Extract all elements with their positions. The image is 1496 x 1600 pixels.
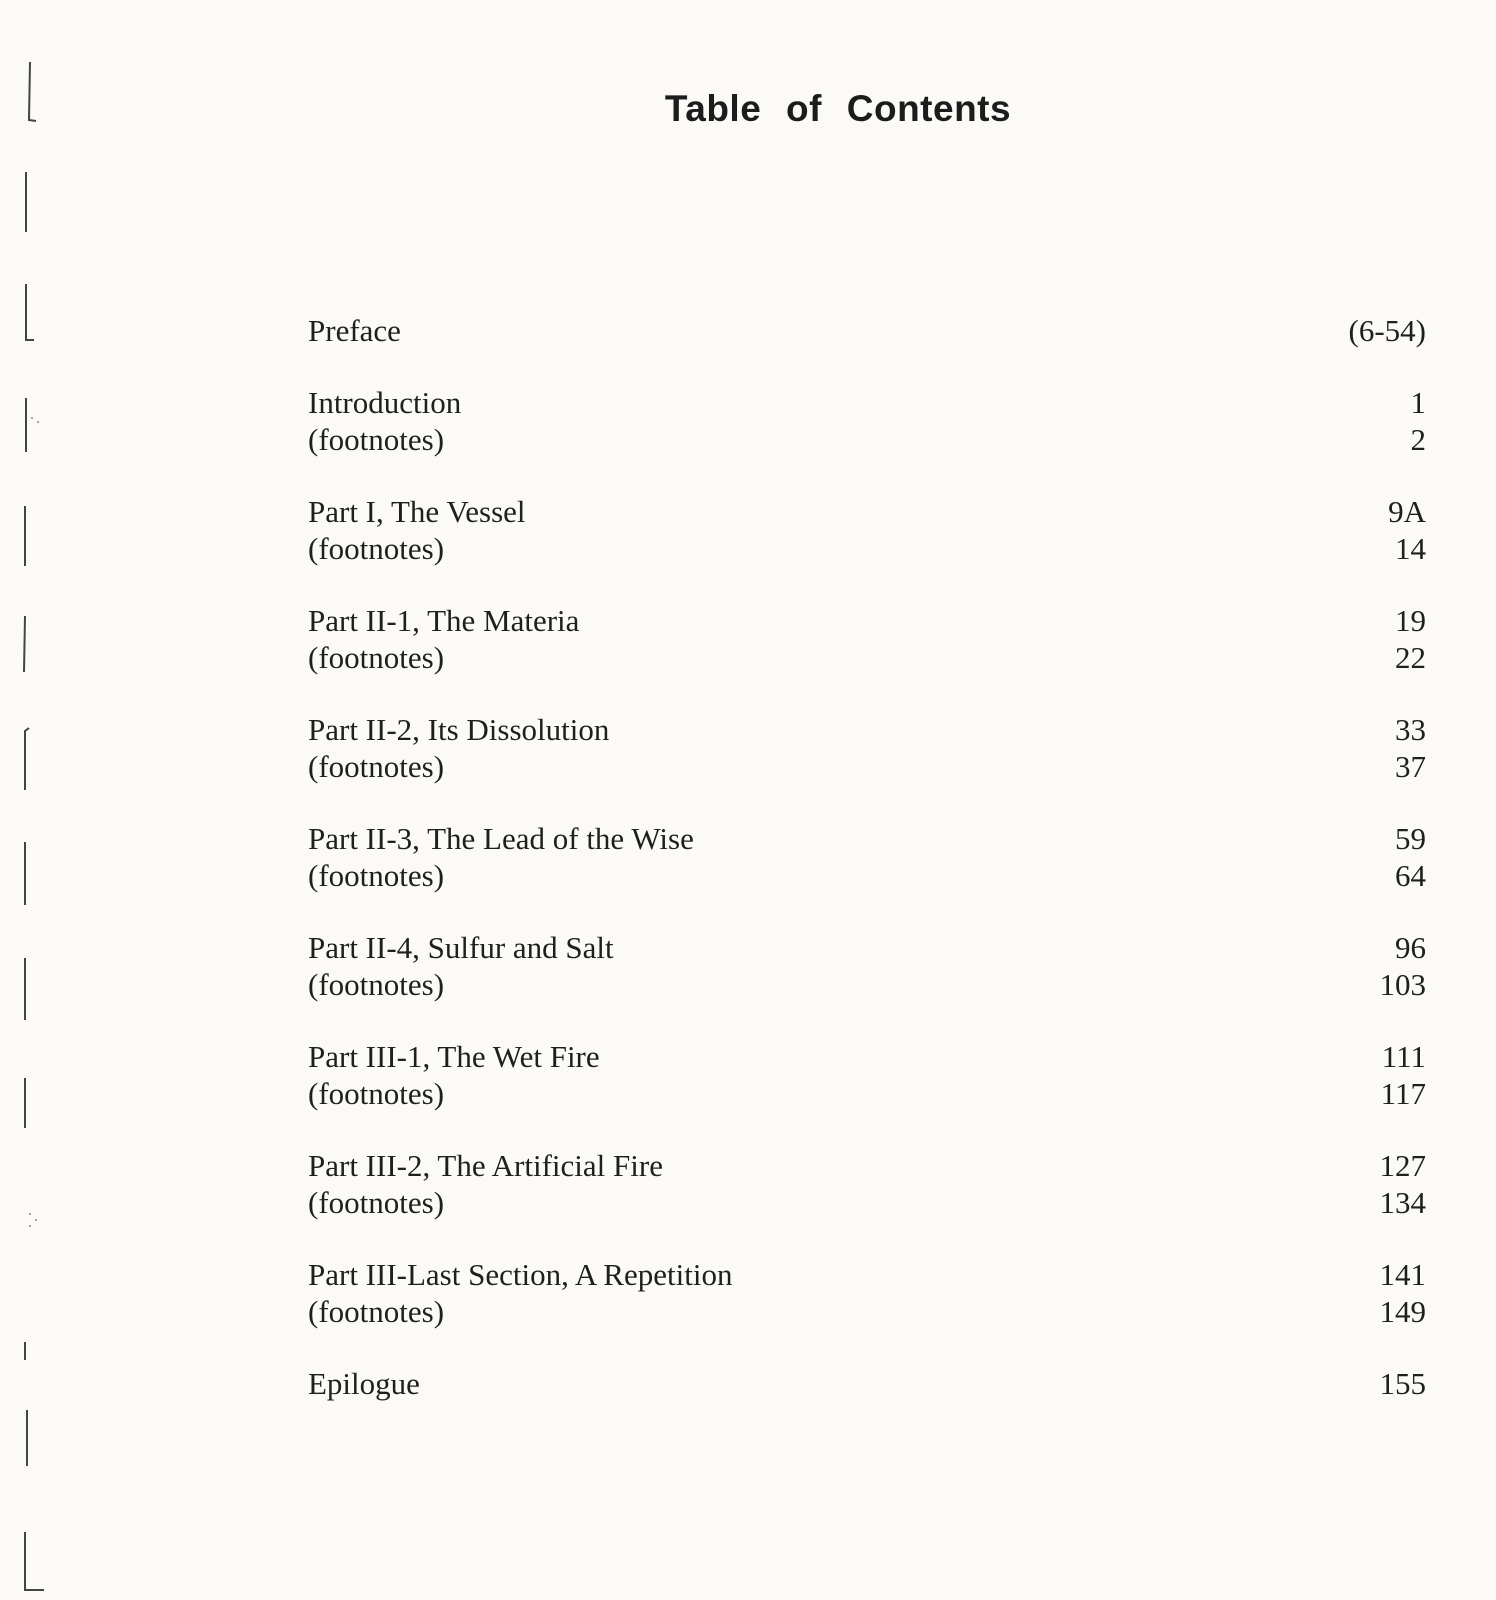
entry-page: 1 xyxy=(1410,385,1426,420)
toc-footnotes-row xyxy=(308,857,1426,894)
entry-label: Part II-3, The Lead of the Wise xyxy=(308,821,694,856)
footnotes-label: (footnotes) xyxy=(308,1294,445,1329)
entry-label: Part II-2, Its Dissolution xyxy=(308,712,610,747)
footnotes-page: 103 xyxy=(1379,967,1426,1002)
footnotes-page: 22 xyxy=(1395,640,1426,675)
entry-label: Part I, The Vessel xyxy=(308,494,526,529)
entry-page: 155 xyxy=(1379,1366,1426,1401)
entry-page: 59 xyxy=(1395,821,1426,856)
entry-page: (6-54) xyxy=(1348,313,1426,348)
toc-row xyxy=(308,602,1426,639)
toc-footnotes-row xyxy=(308,1075,1426,1112)
binding-marks xyxy=(0,0,60,1600)
footnotes-page: 2 xyxy=(1410,422,1426,457)
toc-footnotes-row xyxy=(308,421,1426,458)
footnotes-page: 117 xyxy=(1380,1076,1426,1111)
entry-page: 141 xyxy=(1379,1257,1426,1292)
entry-label: Part III-Last Section, A Repetition xyxy=(308,1257,733,1292)
toc-entry-part-1 xyxy=(308,493,1426,567)
entry-page: 96 xyxy=(1395,930,1426,965)
footnotes-label: (footnotes) xyxy=(308,1076,445,1111)
entry-label: Part II-1, The Materia xyxy=(308,603,580,638)
toc-row xyxy=(308,1147,1426,1184)
toc-entry-part-3-last xyxy=(308,1256,1426,1330)
toc-entry-part-2-4 xyxy=(308,929,1426,1003)
entry-label: Epilogue xyxy=(308,1366,420,1401)
footnotes-label: (footnotes) xyxy=(308,749,445,784)
footnotes-page: 134 xyxy=(1379,1185,1426,1220)
entry-label: Part III-2, The Artificial Fire xyxy=(308,1148,663,1183)
toc-entry-part-3-2 xyxy=(308,1147,1426,1221)
toc-entry-part-2-1 xyxy=(308,602,1426,676)
toc-footnotes-row xyxy=(308,530,1426,567)
footnotes-label: (footnotes) xyxy=(308,531,445,566)
toc-row xyxy=(308,1256,1426,1293)
toc-entry-preface xyxy=(308,312,1426,349)
page-title: Table of Contents xyxy=(664,88,1012,129)
toc-row xyxy=(308,384,1426,421)
footnotes-label: (footnotes) xyxy=(308,967,445,1002)
footnotes-label: (footnotes) xyxy=(308,1185,445,1220)
footnotes-page: 14 xyxy=(1395,531,1426,566)
toc-footnotes-row xyxy=(308,639,1426,676)
toc-row xyxy=(308,820,1426,857)
toc-row xyxy=(308,929,1426,966)
entry-label: Part III-1, The Wet Fire xyxy=(308,1039,600,1074)
entry-label: Introduction xyxy=(308,385,462,420)
entry-page: 111 xyxy=(1381,1039,1426,1074)
toc-row xyxy=(308,312,1426,349)
footnotes-label: (footnotes) xyxy=(308,422,445,457)
footnotes-label: (footnotes) xyxy=(308,858,445,893)
entry-page: 19 xyxy=(1395,603,1426,638)
toc-entry-epilogue xyxy=(308,1365,1426,1402)
entry-page: 33 xyxy=(1395,712,1426,747)
toc-row xyxy=(308,493,1426,530)
entry-label: Preface xyxy=(308,313,401,348)
entry-page: 9A xyxy=(1388,494,1426,529)
entry-label: Part II-4, Sulfur and Salt xyxy=(308,930,614,965)
toc-row xyxy=(308,711,1426,748)
footnotes-page: 149 xyxy=(1379,1294,1426,1329)
table-of-contents xyxy=(308,312,1426,1437)
toc-entry-part-2-3 xyxy=(308,820,1426,894)
toc-row xyxy=(308,1365,1426,1402)
toc-entry-part-2-2 xyxy=(308,711,1426,785)
toc-footnotes-row xyxy=(308,966,1426,1003)
toc-entry-part-3-1 xyxy=(308,1038,1426,1112)
toc-footnotes-row xyxy=(308,748,1426,785)
footnotes-page: 37 xyxy=(1395,749,1426,784)
toc-row xyxy=(308,1038,1426,1075)
toc-entry-introduction xyxy=(308,384,1426,458)
toc-footnotes-row xyxy=(308,1184,1426,1221)
footnotes-page: 64 xyxy=(1395,858,1426,893)
toc-footnotes-row xyxy=(308,1293,1426,1330)
entry-page: 127 xyxy=(1379,1148,1426,1183)
footnotes-label: (footnotes) xyxy=(308,640,445,675)
